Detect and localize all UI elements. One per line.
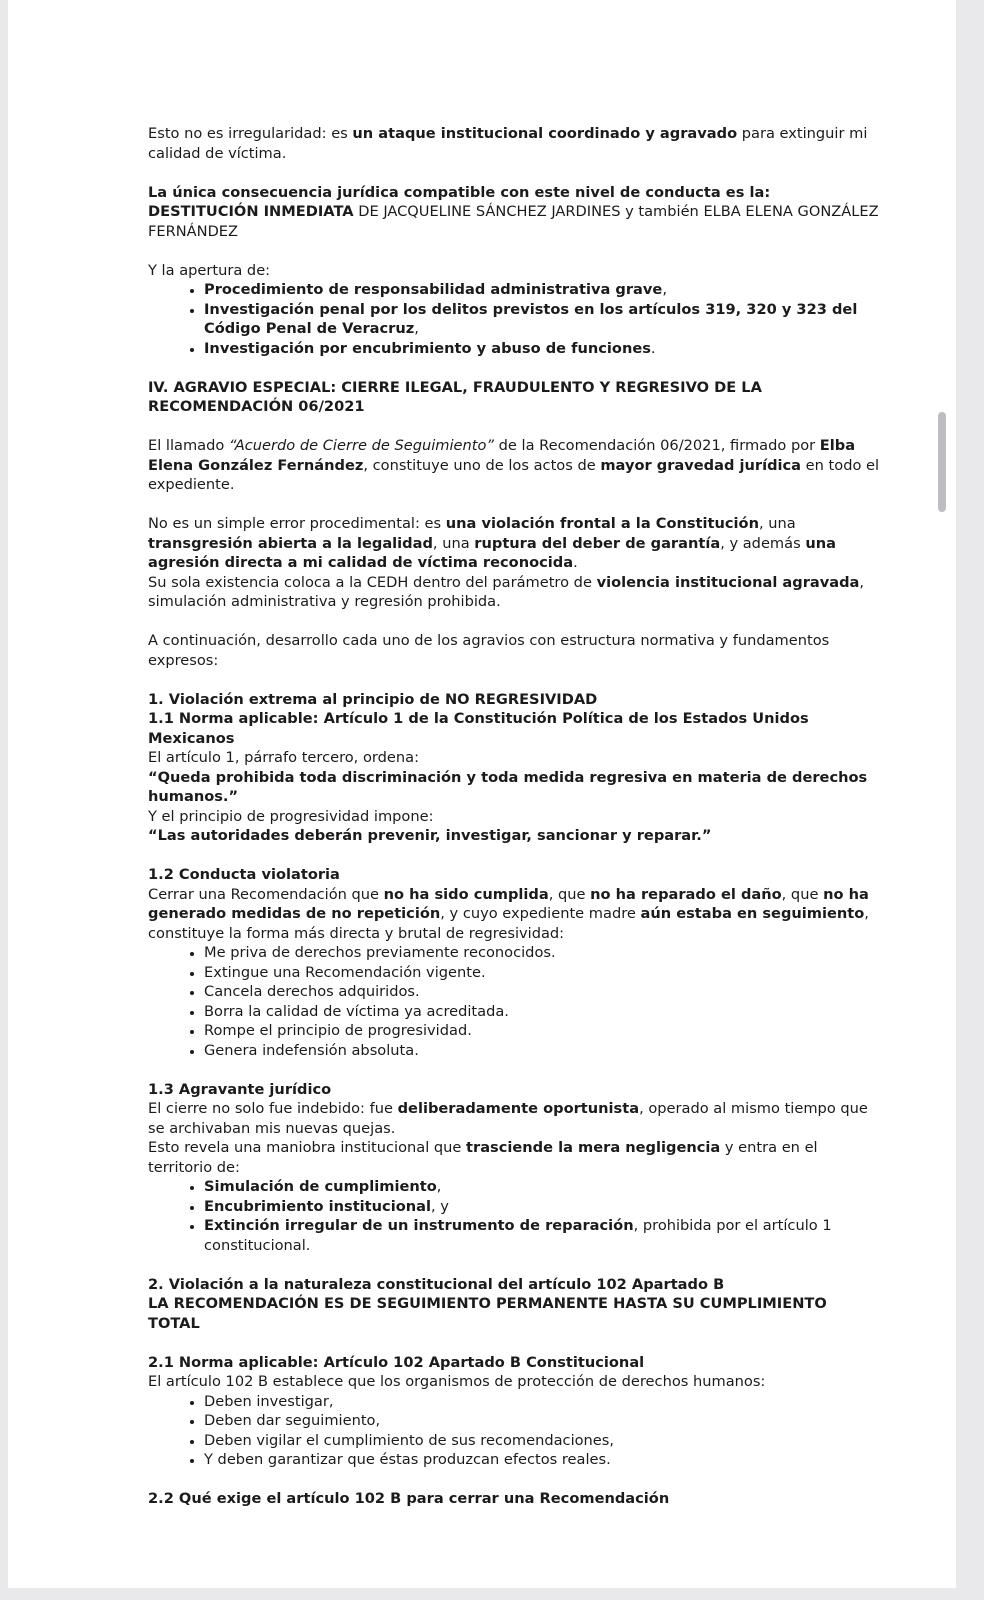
- list-item: • Investigación por encubrimiento y abuso de funciones.: [204, 339, 883, 359]
- list-item: • Deben vigilar el cumplimiento de sus recomendaciones,: [204, 1431, 883, 1451]
- list-item: • Procedimiento de responsabilidad administrativa grave,: [204, 280, 883, 300]
- heading-1: 1. Violación extrema al principio de NO REGRESIVIDAD: [148, 690, 598, 708]
- list-item: • Investigación penal por los delitos previstos en los artículos 319, 320 y 323 del Código Penal de Veracruz,: [204, 300, 883, 339]
- heading-1-3: 1.3 Agravante jurídico: [148, 1080, 332, 1098]
- agravante-list: [148, 1177, 883, 1255]
- paragraph-articulo-1: El artículo 1, párrafo tercero, ordena:: [148, 749, 419, 766]
- list-item: • Y deben garantizar que éstas produzcan efectos reales.: [204, 1450, 883, 1470]
- obligaciones-list: [148, 1392, 883, 1470]
- apertura-list: [148, 280, 883, 358]
- paragraph-violacion-frontal: No es un simple error procedimental: es una violación frontal a la Constitución, una transgresión abierta a la legalidad, una ruptura del deber de garantía, y además una agresión directa a mi calidad de víctima reconocida.: [148, 515, 836, 571]
- heading-1-2: 1.2 Conducta violatoria: [148, 866, 340, 883]
- paragraph-violencia-institucional: Su sola existencia coloca a la CEDH dentro del parámetro de violencia institucional agravada, simulación administrativa y regresión prohibida.: [148, 573, 865, 610]
- paragraph-maniobra: Esto revela una maniobra institucional que trasciende la mera negligencia y entra en el territorio de:: [148, 1139, 818, 1176]
- paragraph-irregularidad: Esto no es irregularidad: es un ataque institucional coordinado y agravado para extinguir mi calidad de víctima.: [148, 125, 868, 162]
- vertical-scrollbar[interactable]: [938, 412, 946, 512]
- list-item: • Extingue una Recomendación vigente.: [204, 963, 883, 983]
- list-item: • Rompe el principio de progresividad.: [204, 1021, 883, 1041]
- paragraph-conducta-violatoria: Cerrar una Recomendación que no ha sido cumplida, que no ha reparado el daño, que no ha generado medidas de no repetición, y cuyo expediente madre aún estaba en seguimiento, constituye la forma más directa y brutal de regresividad:: [148, 885, 869, 942]
- paragraph-consecuencia-lead: La única consecuencia jurídica compatible con este nivel de conducta es la:: [148, 183, 771, 201]
- list-item: • Genera indefensión absoluta.: [204, 1041, 883, 1061]
- heading-2: 2. Violación a la naturaleza constitucional del artículo 102 Apartado B: [148, 1275, 725, 1293]
- list-item: • Encubrimiento institucional, y: [204, 1197, 883, 1217]
- document-page: [8, 0, 956, 1588]
- list-item: • Deben investigar,: [204, 1392, 883, 1412]
- regresividad-list: [148, 943, 883, 1060]
- paragraph-continuacion: A continuación, desarrollo cada uno de los agravios con estructura normativa y fundamentos expresos:: [148, 632, 830, 669]
- quote-autoridades: “Las autoridades deberán prevenir, investigar, sancionar y reparar.”: [148, 827, 712, 844]
- list-item: • Cancela derechos adquiridos.: [204, 982, 883, 1002]
- heading-1-1: 1.1 Norma aplicable: Artículo 1 de la Constitución Política de los Estados Unidos Mexicanos: [148, 710, 809, 747]
- list-item: • Extinción irregular de un instrumento de reparación, prohibida por el artículo 1 constitucional.: [204, 1216, 883, 1255]
- list-item: • Me priva de derechos previamente reconocidos.: [204, 943, 883, 963]
- document-body: [148, 124, 883, 1509]
- list-item: • Deben dar seguimiento,: [204, 1411, 883, 1431]
- section-heading-iv: IV. AGRAVIO ESPECIAL: CIERRE ILEGAL, FRAUDULENTO Y REGRESIVO DE LA RECOMENDACIÓN 06/2021: [148, 378, 762, 415]
- heading-2-subtitle: LA RECOMENDACIÓN ES DE SEGUIMIENTO PERMANENTE HASTA SU CUMPLIMIENTO TOTAL: [148, 1295, 827, 1332]
- paragraph-articulo-102b: El artículo 102 B establece que los organismos de protección de derechos humanos:: [148, 1373, 766, 1390]
- paragraph-apertura-intro: Y la apertura de:: [148, 261, 271, 279]
- heading-2-1: 2.1 Norma aplicable: Artículo 102 Apartado B Constitucional: [148, 1353, 645, 1371]
- quote-no-regresividad: “Queda prohibida toda discriminación y toda medida regresiva en materia de derechos humanos.”: [148, 768, 868, 805]
- paragraph-destitucion: DESTITUCIÓN INMEDIATA DE JACQUELINE SÁNCHEZ JARDINES y también ELBA ELENA GONZÁLEZ FERNÁNDEZ: [148, 203, 879, 240]
- heading-2-2: 2.2 Qué exige el artículo 102 B para cerrar una Recomendación: [148, 1490, 670, 1507]
- paragraph-cierre-oportunista: El cierre no solo fue indebido: fue deliberadamente oportunista, operado al mismo tiempo que se archivaban mis nuevas quejas.: [148, 1100, 868, 1137]
- paragraph-acuerdo-cierre: El llamado “Acuerdo de Cierre de Seguimiento” de la Recomendación 06/2021, firmado por Elba Elena González Fernández, constituye uno de los actos de mayor gravedad jurídica en todo el expediente.: [148, 437, 880, 493]
- list-item: • Borra la calidad de víctima ya acreditada.: [204, 1002, 883, 1022]
- paragraph-progresividad: Y el principio de progresividad impone:: [148, 807, 434, 825]
- list-item: • Simulación de cumplimiento,: [204, 1177, 883, 1197]
